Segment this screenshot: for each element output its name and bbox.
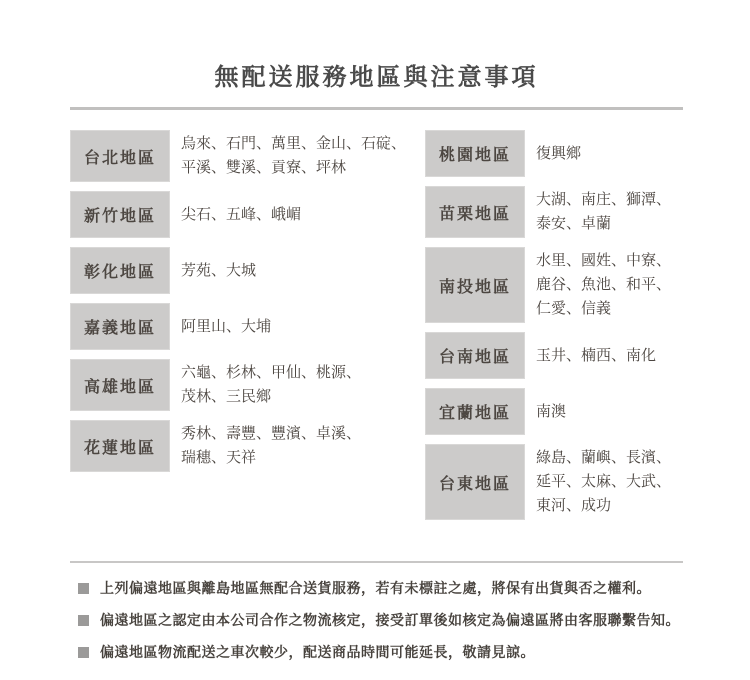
region-label: 南投地區: [425, 247, 525, 323]
region-column-right: [425, 130, 683, 529]
square-bullet-icon: [78, 615, 89, 626]
region-areas-line: 大湖、南庄、獅潭、: [536, 191, 672, 208]
region-areas: [170, 359, 411, 411]
region-row-hualien: [70, 420, 411, 472]
region-areas-line: 阿里山、大埔: [181, 317, 272, 335]
page-title: 無配送服務地區與注意事項: [214, 64, 539, 91]
region-label: 花蓮地區: [70, 420, 170, 472]
note-text: 上列偏遠地區與離島地區無配合送貨服務，若有未標註之處，將保有出貨與否之權利。: [100, 580, 651, 596]
note-item: [78, 643, 683, 662]
region-label: 宜蘭地區: [425, 388, 525, 435]
region-row-chiayi: [70, 303, 411, 350]
region-areas: [525, 388, 683, 435]
region-row-miaoli: [425, 186, 683, 238]
region-areas-line: 仁愛、信義: [536, 300, 612, 317]
region-row-taipei: [70, 130, 411, 182]
region-row-kaohsiung: [70, 359, 411, 411]
region-row-tainan: [425, 332, 683, 379]
region-areas-line: 南澳: [536, 402, 567, 420]
region-areas: [525, 186, 683, 238]
region-label: 台南地區: [425, 332, 525, 379]
region-areas-line: 泰安、卓蘭: [536, 215, 612, 232]
region-row-taoyuan: [425, 130, 683, 177]
note-item: [78, 579, 683, 598]
region-column-left: [70, 130, 411, 529]
notes-divider: [70, 561, 683, 563]
region-label: 桃園地區: [425, 130, 525, 177]
region-label: 彰化地區: [70, 247, 170, 294]
region-areas-line: 尖石、五峰、峨嵋: [181, 205, 302, 223]
region-areas-line: 平溪、雙溪、貢寮、坪林: [181, 159, 347, 176]
region-areas: [525, 247, 683, 323]
region-areas-line: 水里、國姓、中寮、: [536, 252, 672, 269]
region-row-taitung: [425, 444, 683, 520]
note-text: 偏遠地區物流配送之車次較少，配送商品時間可能延長，敬請見諒。: [100, 644, 535, 660]
region-row-hsinchu: [70, 191, 411, 238]
region-areas-line: 延平、太麻、大武、: [536, 473, 672, 490]
region-areas-line: 鹿谷、魚池、和平、: [536, 276, 672, 293]
notes-section: [70, 579, 683, 662]
region-label: 新竹地區: [70, 191, 170, 238]
region-areas: [170, 420, 411, 472]
note-item: [78, 611, 683, 630]
region-label: 嘉義地區: [70, 303, 170, 350]
note-text: 偏遠地區之認定由本公司合作之物流核定，接受訂單後如核定為偏遠區將由客服聯繫告知。: [100, 612, 680, 628]
region-areas: [170, 191, 411, 238]
region-areas-line: 玉井、楠西、南化: [536, 346, 657, 364]
region-areas: [170, 130, 411, 182]
region-label: 苗栗地區: [425, 186, 525, 238]
region-columns: [70, 130, 683, 529]
region-row-nantou: [425, 247, 683, 323]
region-label: 高雄地區: [70, 359, 170, 411]
square-bullet-icon: [78, 647, 89, 658]
region-areas-line: 秀林、壽豐、豐濱、卓溪、: [181, 425, 362, 442]
region-label: 台北地區: [70, 130, 170, 182]
region-areas-line: 東河、成功: [536, 497, 612, 514]
region-areas: [525, 130, 683, 177]
region-areas-line: 烏來、石門、萬里、金山、石碇、: [181, 135, 407, 152]
region-areas: [525, 444, 683, 520]
region-areas-line: 芳苑、大城: [181, 261, 257, 279]
region-areas: [170, 247, 411, 294]
region-label: 台東地區: [425, 444, 525, 520]
region-row-yilan: [425, 388, 683, 435]
region-areas: [170, 303, 411, 350]
square-bullet-icon: [78, 583, 89, 594]
region-row-changhua: [70, 247, 411, 294]
region-areas-line: 茂林、三民鄉: [181, 388, 272, 405]
region-areas-line: 復興鄉: [536, 144, 582, 162]
region-areas-line: 綠島、蘭嶼、長濱、: [536, 449, 672, 466]
region-areas-line: 瑞穗、天祥: [181, 449, 257, 466]
region-areas-line: 六龜、杉林、甲仙、桃源、: [181, 364, 362, 381]
region-areas: [525, 332, 683, 379]
title-divider: [70, 107, 683, 110]
